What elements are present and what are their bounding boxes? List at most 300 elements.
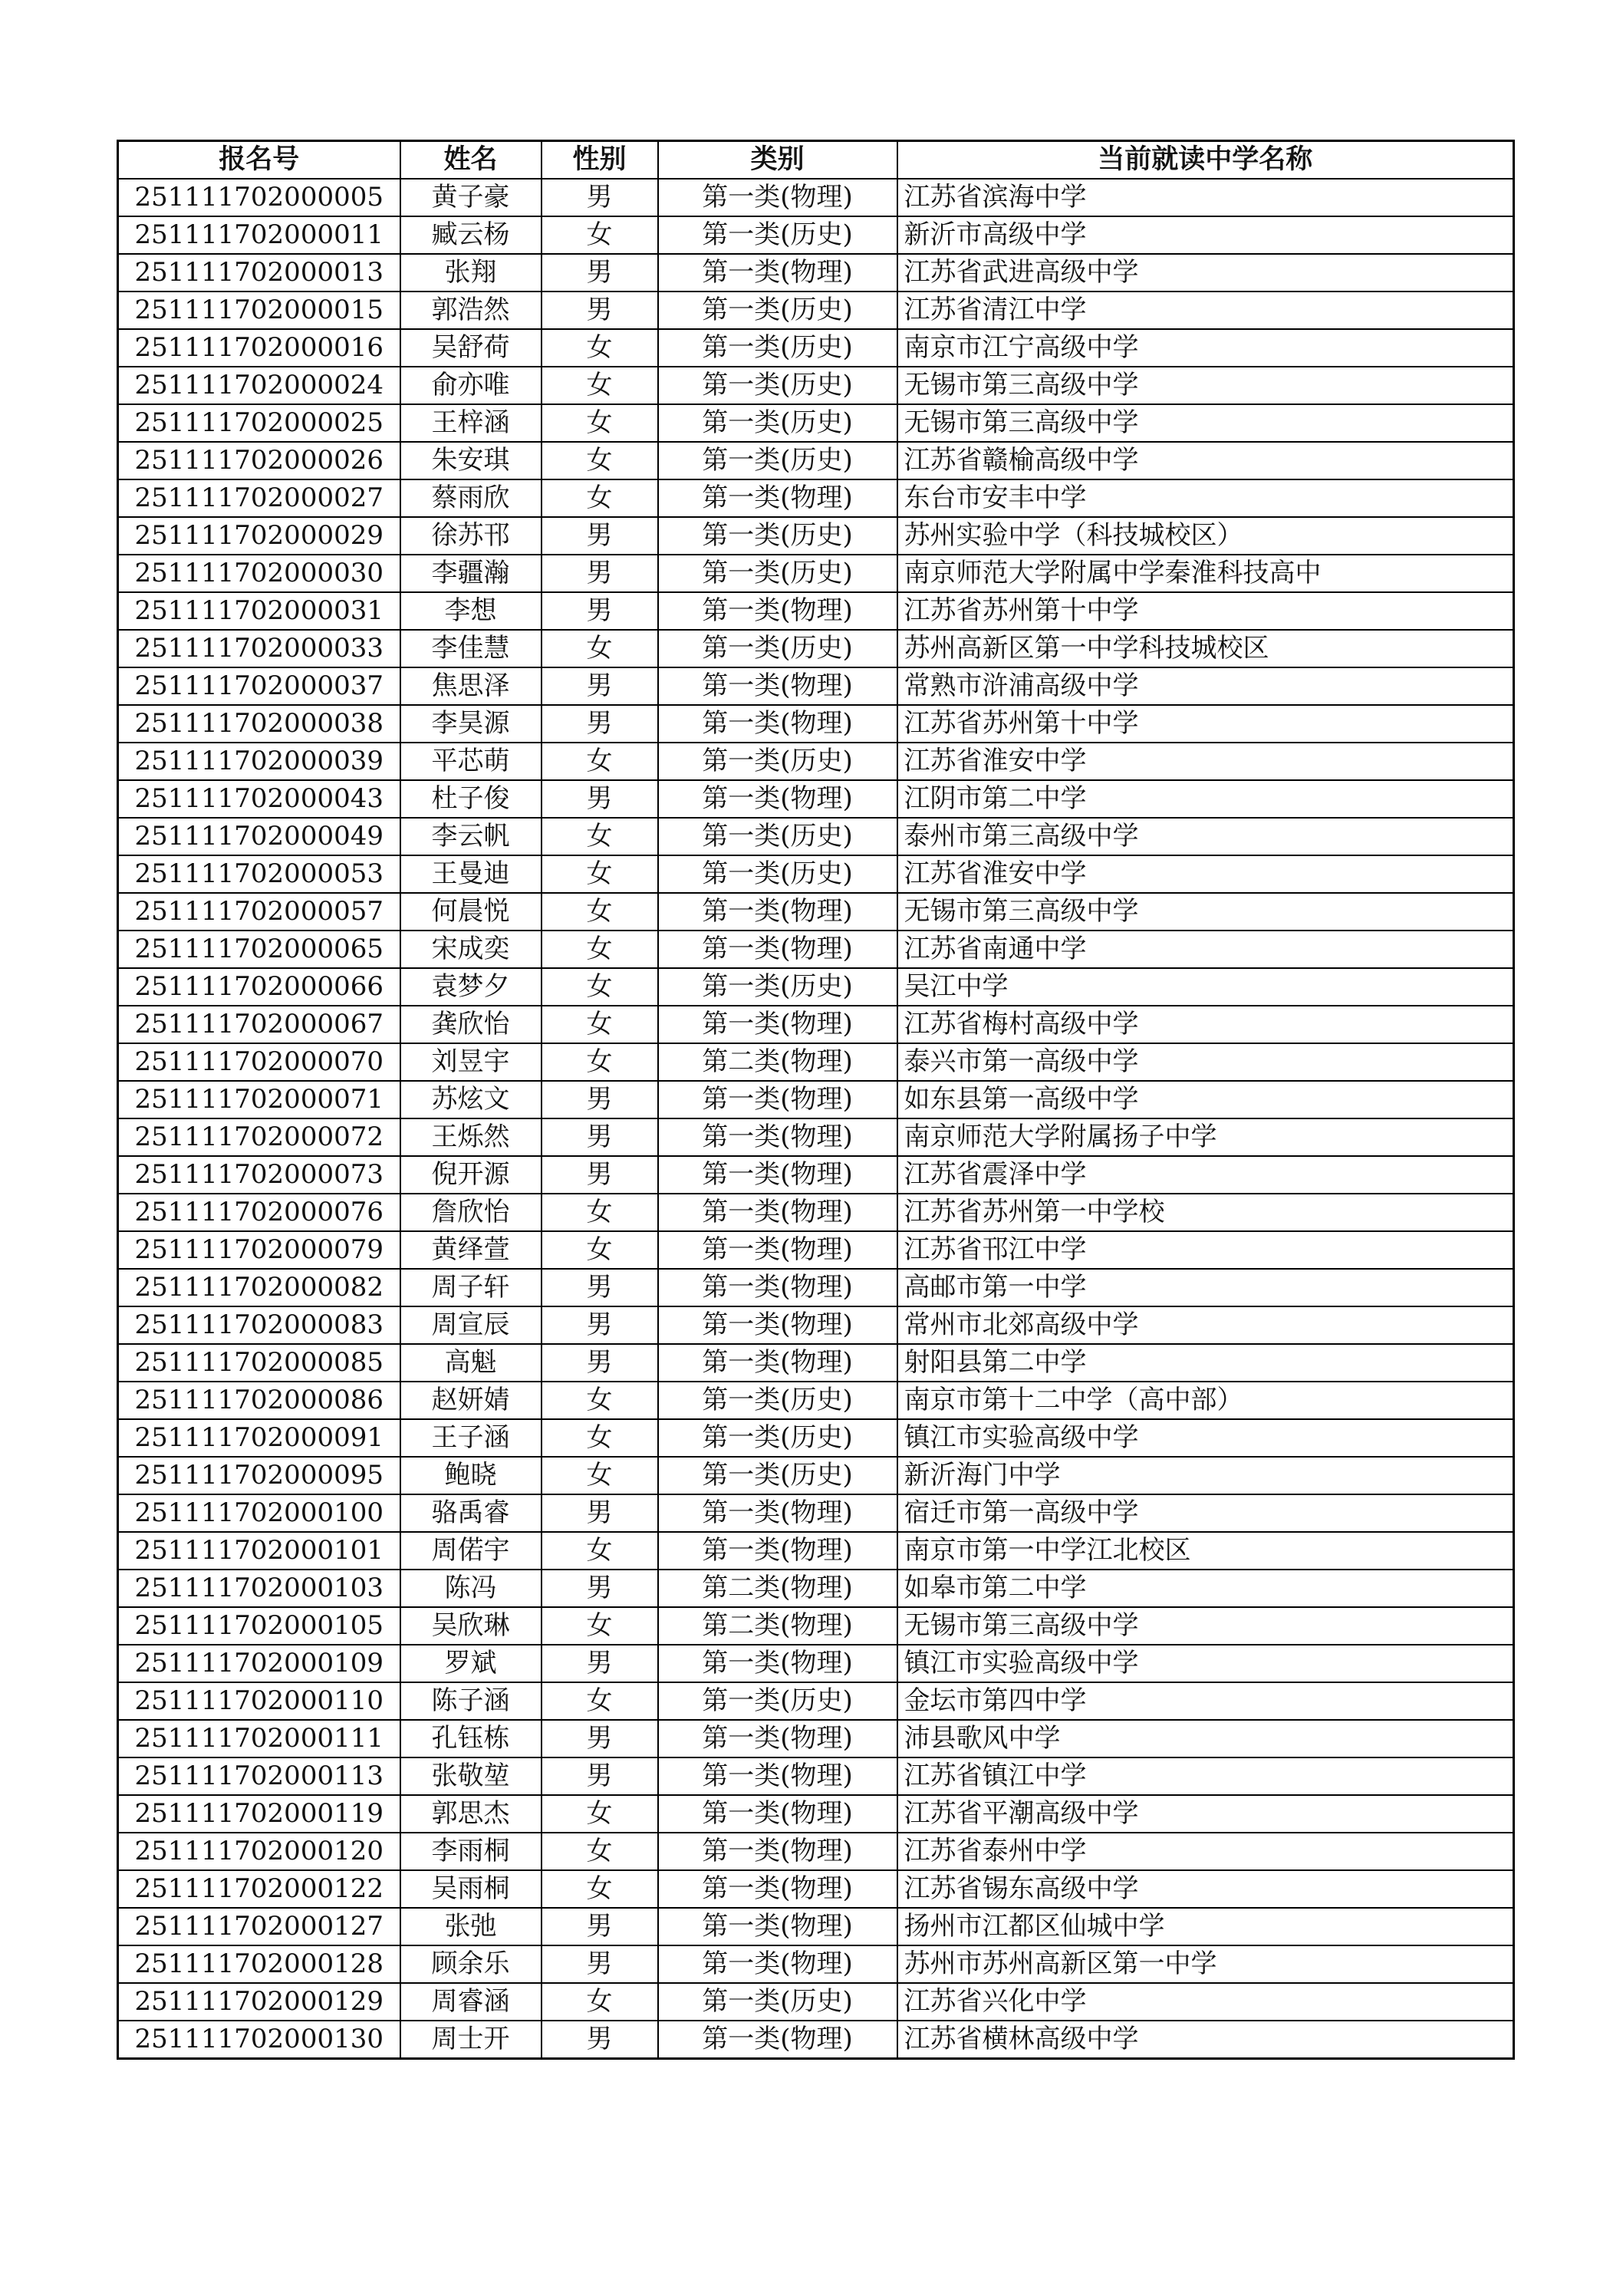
name-cell: 孔钰栋 bbox=[400, 1720, 542, 1757]
school-cell: 无锡市第三高级中学 bbox=[897, 367, 1514, 404]
school-cell: 无锡市第三高级中学 bbox=[897, 893, 1514, 931]
table-row bbox=[118, 254, 1514, 292]
category-cell: 第一类(物理) bbox=[658, 1269, 897, 1306]
registration-number-cell: 251111702000072 bbox=[118, 1118, 400, 1156]
category-cell: 第一类(历史) bbox=[658, 404, 897, 442]
school-cell: 无锡市第三高级中学 bbox=[897, 1607, 1514, 1645]
table-row bbox=[118, 1419, 1514, 1457]
school-cell: 南京师范大学附属扬子中学 bbox=[897, 1118, 1514, 1156]
category-cell: 第一类(物理) bbox=[658, 1118, 897, 1156]
table-row bbox=[118, 216, 1514, 254]
name-cell: 杜子俊 bbox=[400, 780, 542, 818]
registration-number-cell: 251111702000086 bbox=[118, 1382, 400, 1419]
name-cell: 高魁 bbox=[400, 1344, 542, 1382]
school-cell: 江苏省南通中学 bbox=[897, 931, 1514, 968]
registration-number-cell: 251111702000070 bbox=[118, 1043, 400, 1081]
header-gender: 性别 bbox=[542, 141, 658, 180]
category-cell: 第一类(物理) bbox=[658, 1757, 897, 1795]
gender-cell: 女 bbox=[542, 1194, 658, 1231]
table-row bbox=[118, 329, 1514, 367]
gender-cell: 男 bbox=[542, 1645, 658, 1682]
category-cell: 第一类(历史) bbox=[658, 1682, 897, 1720]
table-row bbox=[118, 743, 1514, 780]
school-cell: 江苏省武进高级中学 bbox=[897, 254, 1514, 292]
table-row bbox=[118, 179, 1514, 216]
gender-cell: 女 bbox=[542, 893, 658, 931]
category-cell: 第一类(物理) bbox=[658, 1795, 897, 1833]
category-cell: 第一类(历史) bbox=[658, 329, 897, 367]
category-cell: 第一类(物理) bbox=[658, 893, 897, 931]
category-cell: 第一类(物理) bbox=[658, 1081, 897, 1118]
name-cell: 周宣辰 bbox=[400, 1306, 542, 1344]
school-cell: 新沂海门中学 bbox=[897, 1457, 1514, 1494]
school-cell: 镇江市实验高级中学 bbox=[897, 1419, 1514, 1457]
registration-number-cell: 251111702000037 bbox=[118, 667, 400, 705]
category-cell: 第一类(物理) bbox=[658, 2021, 897, 2059]
registration-number-cell: 251111702000119 bbox=[118, 1795, 400, 1833]
category-cell: 第一类(物理) bbox=[658, 1870, 897, 1908]
registration-number-cell: 251111702000029 bbox=[118, 517, 400, 555]
gender-cell: 女 bbox=[542, 329, 658, 367]
category-cell: 第一类(物理) bbox=[658, 592, 897, 630]
name-cell: 詹欣怡 bbox=[400, 1194, 542, 1231]
school-cell: 镇江市实验高级中学 bbox=[897, 1645, 1514, 1682]
school-cell: 无锡市第三高级中学 bbox=[897, 404, 1514, 442]
gender-cell: 女 bbox=[542, 743, 658, 780]
table-row bbox=[118, 2021, 1514, 2059]
school-cell: 泰兴市第一高级中学 bbox=[897, 1043, 1514, 1081]
name-cell: 吴欣琳 bbox=[400, 1607, 542, 1645]
name-cell: 龚欣怡 bbox=[400, 1006, 542, 1043]
school-cell: 宿迁市第一高级中学 bbox=[897, 1494, 1514, 1532]
school-cell: 南京市江宁高级中学 bbox=[897, 329, 1514, 367]
gender-cell: 男 bbox=[542, 667, 658, 705]
registration-number-cell: 251111702000110 bbox=[118, 1682, 400, 1720]
registration-number-cell: 251111702000015 bbox=[118, 292, 400, 329]
category-cell: 第一类(历史) bbox=[658, 743, 897, 780]
registration-number-cell: 251111702000049 bbox=[118, 818, 400, 855]
registration-number-cell: 251111702000016 bbox=[118, 329, 400, 367]
registration-number-cell: 251111702000083 bbox=[118, 1306, 400, 1344]
name-cell: 王子涵 bbox=[400, 1419, 542, 1457]
table-row bbox=[118, 1118, 1514, 1156]
school-cell: 江苏省滨海中学 bbox=[897, 179, 1514, 216]
table-row bbox=[118, 667, 1514, 705]
registration-number-cell: 251111702000005 bbox=[118, 179, 400, 216]
name-cell: 何晨悦 bbox=[400, 893, 542, 931]
gender-cell: 女 bbox=[542, 479, 658, 517]
category-cell: 第一类(物理) bbox=[658, 931, 897, 968]
school-cell: 东台市安丰中学 bbox=[897, 479, 1514, 517]
name-cell: 王梓涵 bbox=[400, 404, 542, 442]
registration-number-cell: 251111702000122 bbox=[118, 1870, 400, 1908]
school-cell: 江苏省邗江中学 bbox=[897, 1231, 1514, 1269]
name-cell: 臧云杨 bbox=[400, 216, 542, 254]
registration-number-cell: 251111702000127 bbox=[118, 1908, 400, 1945]
school-cell: 江苏省平潮高级中学 bbox=[897, 1795, 1514, 1833]
name-cell: 郭浩然 bbox=[400, 292, 542, 329]
category-cell: 第一类(历史) bbox=[658, 1983, 897, 2021]
category-cell: 第一类(历史) bbox=[658, 367, 897, 404]
category-cell: 第一类(历史) bbox=[658, 555, 897, 592]
gender-cell: 女 bbox=[542, 1419, 658, 1457]
table-row bbox=[118, 517, 1514, 555]
category-cell: 第二类(物理) bbox=[658, 1570, 897, 1607]
school-cell: 江苏省淮安中学 bbox=[897, 743, 1514, 780]
name-cell: 王烁然 bbox=[400, 1118, 542, 1156]
table-row bbox=[118, 1570, 1514, 1607]
name-cell: 蔡雨欣 bbox=[400, 479, 542, 517]
table-row bbox=[118, 1720, 1514, 1757]
category-cell: 第一类(物理) bbox=[658, 1344, 897, 1382]
gender-cell: 男 bbox=[542, 555, 658, 592]
category-cell: 第一类(历史) bbox=[658, 517, 897, 555]
gender-cell: 男 bbox=[542, 1570, 658, 1607]
gender-cell: 男 bbox=[542, 592, 658, 630]
table-row bbox=[118, 442, 1514, 479]
registration-number-cell: 251111702000120 bbox=[118, 1833, 400, 1870]
registration-number-cell: 251111702000026 bbox=[118, 442, 400, 479]
header-school: 当前就读中学名称 bbox=[897, 141, 1514, 180]
name-cell: 张敬堃 bbox=[400, 1757, 542, 1795]
school-cell: 射阳县第二中学 bbox=[897, 1344, 1514, 1382]
category-cell: 第一类(物理) bbox=[658, 479, 897, 517]
category-cell: 第一类(历史) bbox=[658, 442, 897, 479]
table-row bbox=[118, 1757, 1514, 1795]
registration-number-cell: 251111702000101 bbox=[118, 1532, 400, 1570]
gender-cell: 男 bbox=[542, 1156, 658, 1194]
gender-cell: 男 bbox=[542, 705, 658, 743]
name-cell: 李疆瀚 bbox=[400, 555, 542, 592]
gender-cell: 女 bbox=[542, 931, 658, 968]
category-cell: 第一类(历史) bbox=[658, 216, 897, 254]
gender-cell: 女 bbox=[542, 1043, 658, 1081]
category-cell: 第一类(物理) bbox=[658, 1908, 897, 1945]
registration-number-cell: 251111702000039 bbox=[118, 743, 400, 780]
gender-cell: 女 bbox=[542, 855, 658, 893]
table-row bbox=[118, 931, 1514, 968]
gender-cell: 女 bbox=[542, 1382, 658, 1419]
name-cell: 袁梦夕 bbox=[400, 968, 542, 1006]
category-cell: 第一类(物理) bbox=[658, 1231, 897, 1269]
school-cell: 江苏省淮安中学 bbox=[897, 855, 1514, 893]
gender-cell: 男 bbox=[542, 1494, 658, 1532]
table-row bbox=[118, 1231, 1514, 1269]
name-cell: 平芯萌 bbox=[400, 743, 542, 780]
table-row bbox=[118, 1645, 1514, 1682]
school-cell: 南京师范大学附属中学秦淮科技高中 bbox=[897, 555, 1514, 592]
student-list-table bbox=[117, 140, 1515, 2060]
table-row bbox=[118, 1908, 1514, 1945]
category-cell: 第一类(历史) bbox=[658, 630, 897, 667]
name-cell: 张弛 bbox=[400, 1908, 542, 1945]
category-cell: 第一类(历史) bbox=[658, 818, 897, 855]
category-cell: 第一类(历史) bbox=[658, 968, 897, 1006]
registration-number-cell: 251111702000038 bbox=[118, 705, 400, 743]
gender-cell: 女 bbox=[542, 442, 658, 479]
school-cell: 江苏省兴化中学 bbox=[897, 1983, 1514, 2021]
table-row bbox=[118, 1457, 1514, 1494]
registration-number-cell: 251111702000129 bbox=[118, 1983, 400, 2021]
header-category: 类别 bbox=[658, 141, 897, 180]
school-cell: 江苏省泰州中学 bbox=[897, 1833, 1514, 1870]
category-cell: 第一类(历史) bbox=[658, 1419, 897, 1457]
name-cell: 李昊源 bbox=[400, 705, 542, 743]
table-row bbox=[118, 367, 1514, 404]
school-cell: 江苏省锡东高级中学 bbox=[897, 1870, 1514, 1908]
category-cell: 第一类(物理) bbox=[658, 1006, 897, 1043]
name-cell: 李想 bbox=[400, 592, 542, 630]
gender-cell: 男 bbox=[542, 292, 658, 329]
registration-number-cell: 251111702000095 bbox=[118, 1457, 400, 1494]
registration-number-cell: 251111702000085 bbox=[118, 1344, 400, 1382]
table-row bbox=[118, 1306, 1514, 1344]
name-cell: 陈冯 bbox=[400, 1570, 542, 1607]
name-cell: 黄子豪 bbox=[400, 179, 542, 216]
gender-cell: 女 bbox=[542, 1607, 658, 1645]
name-cell: 郭思杰 bbox=[400, 1795, 542, 1833]
gender-cell: 男 bbox=[542, 1908, 658, 1945]
table-row bbox=[118, 893, 1514, 931]
school-cell: 南京市第一中学江北校区 bbox=[897, 1532, 1514, 1570]
registration-number-cell: 251111702000076 bbox=[118, 1194, 400, 1231]
name-cell: 黄绎萱 bbox=[400, 1231, 542, 1269]
name-cell: 张翔 bbox=[400, 254, 542, 292]
school-cell: 江苏省震泽中学 bbox=[897, 1156, 1514, 1194]
document-page bbox=[117, 140, 1513, 2060]
table-row bbox=[118, 1494, 1514, 1532]
school-cell: 江苏省苏州第十中学 bbox=[897, 705, 1514, 743]
category-cell: 第一类(物理) bbox=[658, 1194, 897, 1231]
gender-cell: 女 bbox=[542, 1006, 658, 1043]
header-registration-number: 报名号 bbox=[118, 141, 400, 180]
name-cell: 鲍晓 bbox=[400, 1457, 542, 1494]
table-row bbox=[118, 780, 1514, 818]
school-cell: 南京市第十二中学（高中部） bbox=[897, 1382, 1514, 1419]
registration-number-cell: 251111702000082 bbox=[118, 1269, 400, 1306]
name-cell: 陈子涵 bbox=[400, 1682, 542, 1720]
school-cell: 泰州市第三高级中学 bbox=[897, 818, 1514, 855]
table-row bbox=[118, 705, 1514, 743]
registration-number-cell: 251111702000130 bbox=[118, 2021, 400, 2059]
name-cell: 徐苏邗 bbox=[400, 517, 542, 555]
gender-cell: 男 bbox=[542, 254, 658, 292]
school-cell: 如皋市第二中学 bbox=[897, 1570, 1514, 1607]
category-cell: 第一类(物理) bbox=[658, 705, 897, 743]
school-cell: 江阴市第二中学 bbox=[897, 780, 1514, 818]
header-name: 姓名 bbox=[400, 141, 542, 180]
registration-number-cell: 251111702000065 bbox=[118, 931, 400, 968]
name-cell: 赵妍婧 bbox=[400, 1382, 542, 1419]
category-cell: 第一类(历史) bbox=[658, 1382, 897, 1419]
school-cell: 江苏省苏州第十中学 bbox=[897, 592, 1514, 630]
table-row bbox=[118, 1682, 1514, 1720]
name-cell: 周士开 bbox=[400, 2021, 542, 2059]
gender-cell: 男 bbox=[542, 1945, 658, 1983]
gender-cell: 男 bbox=[542, 2021, 658, 2059]
gender-cell: 男 bbox=[542, 1720, 658, 1757]
gender-cell: 女 bbox=[542, 216, 658, 254]
school-cell: 常州市北郊高级中学 bbox=[897, 1306, 1514, 1344]
registration-number-cell: 251111702000103 bbox=[118, 1570, 400, 1607]
school-cell: 高邮市第一中学 bbox=[897, 1269, 1514, 1306]
gender-cell: 男 bbox=[542, 1118, 658, 1156]
table-row bbox=[118, 1795, 1514, 1833]
gender-cell: 女 bbox=[542, 1833, 658, 1870]
table-row bbox=[118, 1269, 1514, 1306]
registration-number-cell: 251111702000067 bbox=[118, 1006, 400, 1043]
table-row bbox=[118, 1081, 1514, 1118]
name-cell: 俞亦唯 bbox=[400, 367, 542, 404]
category-cell: 第一类(历史) bbox=[658, 855, 897, 893]
category-cell: 第一类(物理) bbox=[658, 179, 897, 216]
registration-number-cell: 251111702000071 bbox=[118, 1081, 400, 1118]
name-cell: 焦思泽 bbox=[400, 667, 542, 705]
table-row bbox=[118, 1607, 1514, 1645]
name-cell: 李佳慧 bbox=[400, 630, 542, 667]
table-row bbox=[118, 855, 1514, 893]
name-cell: 骆禹睿 bbox=[400, 1494, 542, 1532]
name-cell: 顾余乐 bbox=[400, 1945, 542, 1983]
gender-cell: 男 bbox=[542, 1269, 658, 1306]
gender-cell: 男 bbox=[542, 780, 658, 818]
table-row bbox=[118, 1006, 1514, 1043]
registration-number-cell: 251111702000105 bbox=[118, 1607, 400, 1645]
school-cell: 沛县歌风中学 bbox=[897, 1720, 1514, 1757]
gender-cell: 男 bbox=[542, 1306, 658, 1344]
gender-cell: 女 bbox=[542, 1231, 658, 1269]
category-cell: 第一类(物理) bbox=[658, 1645, 897, 1682]
school-cell: 扬州市江都区仙城中学 bbox=[897, 1908, 1514, 1945]
name-cell: 刘昱宇 bbox=[400, 1043, 542, 1081]
table-row bbox=[118, 1382, 1514, 1419]
school-cell: 江苏省清江中学 bbox=[897, 292, 1514, 329]
registration-number-cell: 251111702000128 bbox=[118, 1945, 400, 1983]
gender-cell: 女 bbox=[542, 1870, 658, 1908]
registration-number-cell: 251111702000030 bbox=[118, 555, 400, 592]
registration-number-cell: 251111702000057 bbox=[118, 893, 400, 931]
registration-number-cell: 251111702000024 bbox=[118, 367, 400, 404]
table-body bbox=[118, 179, 1514, 2059]
table-row bbox=[118, 479, 1514, 517]
table-row bbox=[118, 1156, 1514, 1194]
school-cell: 江苏省镇江中学 bbox=[897, 1757, 1514, 1795]
category-cell: 第一类(历史) bbox=[658, 1457, 897, 1494]
table-row bbox=[118, 1532, 1514, 1570]
name-cell: 李云帆 bbox=[400, 818, 542, 855]
school-cell: 吴江中学 bbox=[897, 968, 1514, 1006]
gender-cell: 女 bbox=[542, 968, 658, 1006]
name-cell: 朱安琪 bbox=[400, 442, 542, 479]
registration-number-cell: 251111702000013 bbox=[118, 254, 400, 292]
name-cell: 王曼迪 bbox=[400, 855, 542, 893]
table-row bbox=[118, 1043, 1514, 1081]
gender-cell: 男 bbox=[542, 1081, 658, 1118]
registration-number-cell: 251111702000011 bbox=[118, 216, 400, 254]
registration-number-cell: 251111702000079 bbox=[118, 1231, 400, 1269]
school-cell: 常熟市浒浦高级中学 bbox=[897, 667, 1514, 705]
table-row bbox=[118, 1945, 1514, 1983]
category-cell: 第一类(物理) bbox=[658, 1945, 897, 1983]
name-cell: 周子轩 bbox=[400, 1269, 542, 1306]
registration-number-cell: 251111702000100 bbox=[118, 1494, 400, 1532]
category-cell: 第一类(物理) bbox=[658, 1494, 897, 1532]
name-cell: 吴舒荷 bbox=[400, 329, 542, 367]
table-row bbox=[118, 630, 1514, 667]
gender-cell: 男 bbox=[542, 179, 658, 216]
category-cell: 第一类(物理) bbox=[658, 254, 897, 292]
gender-cell: 女 bbox=[542, 1795, 658, 1833]
school-cell: 江苏省苏州第一中学校 bbox=[897, 1194, 1514, 1231]
category-cell: 第一类(物理) bbox=[658, 1306, 897, 1344]
school-cell: 江苏省赣榆高级中学 bbox=[897, 442, 1514, 479]
name-cell: 罗斌 bbox=[400, 1645, 542, 1682]
category-cell: 第一类(物理) bbox=[658, 780, 897, 818]
school-cell: 江苏省横林高级中学 bbox=[897, 2021, 1514, 2059]
table-row bbox=[118, 1983, 1514, 2021]
registration-number-cell: 251111702000111 bbox=[118, 1720, 400, 1757]
registration-number-cell: 251111702000091 bbox=[118, 1419, 400, 1457]
table-row bbox=[118, 1344, 1514, 1382]
name-cell: 苏炫文 bbox=[400, 1081, 542, 1118]
category-cell: 第二类(物理) bbox=[658, 1043, 897, 1081]
gender-cell: 女 bbox=[542, 1457, 658, 1494]
category-cell: 第一类(物理) bbox=[658, 1532, 897, 1570]
gender-cell: 女 bbox=[542, 1682, 658, 1720]
name-cell: 倪开源 bbox=[400, 1156, 542, 1194]
school-cell: 如东县第一高级中学 bbox=[897, 1081, 1514, 1118]
name-cell: 吴雨桐 bbox=[400, 1870, 542, 1908]
registration-number-cell: 251111702000043 bbox=[118, 780, 400, 818]
table-row bbox=[118, 1194, 1514, 1231]
gender-cell: 女 bbox=[542, 404, 658, 442]
category-cell: 第一类(物理) bbox=[658, 667, 897, 705]
gender-cell: 女 bbox=[542, 1983, 658, 2021]
name-cell: 李雨桐 bbox=[400, 1833, 542, 1870]
table-row bbox=[118, 1870, 1514, 1908]
table-row bbox=[118, 555, 1514, 592]
gender-cell: 女 bbox=[542, 367, 658, 404]
table-row bbox=[118, 968, 1514, 1006]
gender-cell: 女 bbox=[542, 1532, 658, 1570]
gender-cell: 女 bbox=[542, 818, 658, 855]
gender-cell: 男 bbox=[542, 1757, 658, 1795]
school-cell: 苏州实验中学（科技城校区） bbox=[897, 517, 1514, 555]
registration-number-cell: 251111702000025 bbox=[118, 404, 400, 442]
registration-number-cell: 251111702000053 bbox=[118, 855, 400, 893]
school-cell: 金坛市第四中学 bbox=[897, 1682, 1514, 1720]
registration-number-cell: 251111702000027 bbox=[118, 479, 400, 517]
category-cell: 第一类(物理) bbox=[658, 1156, 897, 1194]
table-row bbox=[118, 592, 1514, 630]
category-cell: 第一类(历史) bbox=[658, 292, 897, 329]
school-cell: 苏州高新区第一中学科技城校区 bbox=[897, 630, 1514, 667]
registration-number-cell: 251111702000109 bbox=[118, 1645, 400, 1682]
category-cell: 第二类(物理) bbox=[658, 1607, 897, 1645]
registration-number-cell: 251111702000066 bbox=[118, 968, 400, 1006]
school-cell: 新沂市高级中学 bbox=[897, 216, 1514, 254]
registration-number-cell: 251111702000031 bbox=[118, 592, 400, 630]
gender-cell: 女 bbox=[542, 630, 658, 667]
gender-cell: 男 bbox=[542, 1344, 658, 1382]
name-cell: 周偌宇 bbox=[400, 1532, 542, 1570]
registration-number-cell: 251111702000113 bbox=[118, 1757, 400, 1795]
name-cell: 宋成奕 bbox=[400, 931, 542, 968]
category-cell: 第一类(物理) bbox=[658, 1720, 897, 1757]
table-row bbox=[118, 1833, 1514, 1870]
category-cell: 第一类(物理) bbox=[658, 1833, 897, 1870]
registration-number-cell: 251111702000033 bbox=[118, 630, 400, 667]
